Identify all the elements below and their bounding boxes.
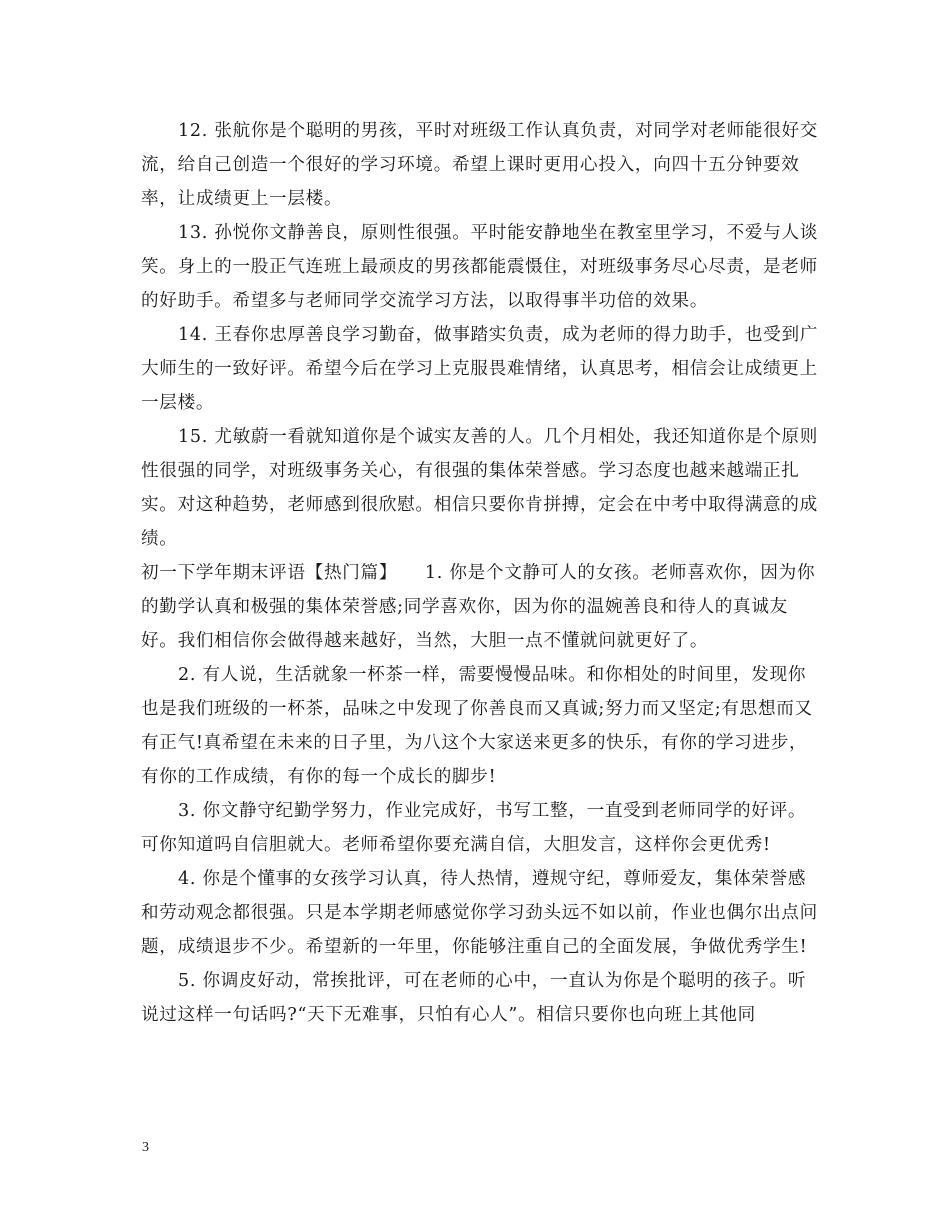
paragraph-13: 13. 孙悦你文静善良，原则性很强。平时能安静地坐在教室里学习，不爱与人谈笑。身上的一股正气连班上最顽皮的男孩都能震慑住，对班级事务尽心尽责，是老师的好助手。希望多与老师同学交流学习方法，以取得事半功倍的效果。 (141, 223, 819, 311)
paragraph-4: 4. 你是个懂事的女孩学习认真，待人热情，遵规守纪，尊师爱友，集体荣誉感和劳动观念都很强。只是本学期老师感觉你学习劲头远不如以前，作业也偶尔出点问题，成绩退步不少。希望新的一年里，你能够注重自己的全面发展，争做优秀学生! (141, 869, 818, 957)
page-number: 3 (142, 1140, 149, 1155)
paragraph-3: 3. 你文静守纪勤学努力，作业完成好，书写工整，一直受到老师同学的好评。可你知道吗自信胆就大。老师希望你要充满自信，大胆发言，这样你会更优秀! (141, 801, 807, 855)
paragraph-2: 2. 有人说，生活就象一杯茶一样，需要慢慢品味。和你相处的时间里，发现你也是我们班级的一杯茶，品味之中发现了你善良而又真诚;努力而又坚定;有思想而又有正气!真希望在未来的日子里，为八这个大家送来更多的快乐，有你的学习进步，有你的工作成绩，有你的每一个成长的脚步! (141, 665, 813, 787)
document-body (141, 114, 824, 1032)
section-heading-paragraph-1: 初一下学年期末评语【热门篇】 1. 你是个文静可人的女孩。老师喜欢你，因为你的勤学认真和极强的集体荣誉感;同学喜欢你，因为你的温婉善良和待人的真诚友好。我们相信你会做得越来越好，当然，大胆一点不懂就问就更好了。 (141, 563, 816, 651)
paragraph-5: 5. 你调皮好动，常挨批评，可在老师的心中，一直认为你是个聪明的孩子。听说过这样一句话吗?“天下无难事，只怕有心人”。相信只要你也向班上其他同 (141, 971, 807, 1025)
paragraph-12: 12. 张航你是个聪明的男孩，平时对班级工作认真负责，对同学对老师能很好交流，给自己创造一个很好的学习环境。希望上课时更用心投入，向四十五分钟要效率，让成绩更上一层楼。 (141, 121, 819, 209)
paragraph-15: 15. 尤敏蔚一看就知道你是个诚实友善的人。几个月相处，我还知道你是个原则性很强的同学，对班级事务关心，有很强的集体荣誉感。学习态度也越来越端正扎实。对这种趋势，老师感到很欣慰。相信只要你肯拼搏，定会在中考中取得满意的成绩。 (141, 427, 819, 549)
paragraph-14: 14. 王春你忠厚善良学习勤奋，做事踏实负责，成为老师的得力助手，也受到广大师生的一致好评。希望今后在学习上克服畏难情绪，认真思考，相信会让成绩更上一层楼。 (141, 325, 819, 413)
